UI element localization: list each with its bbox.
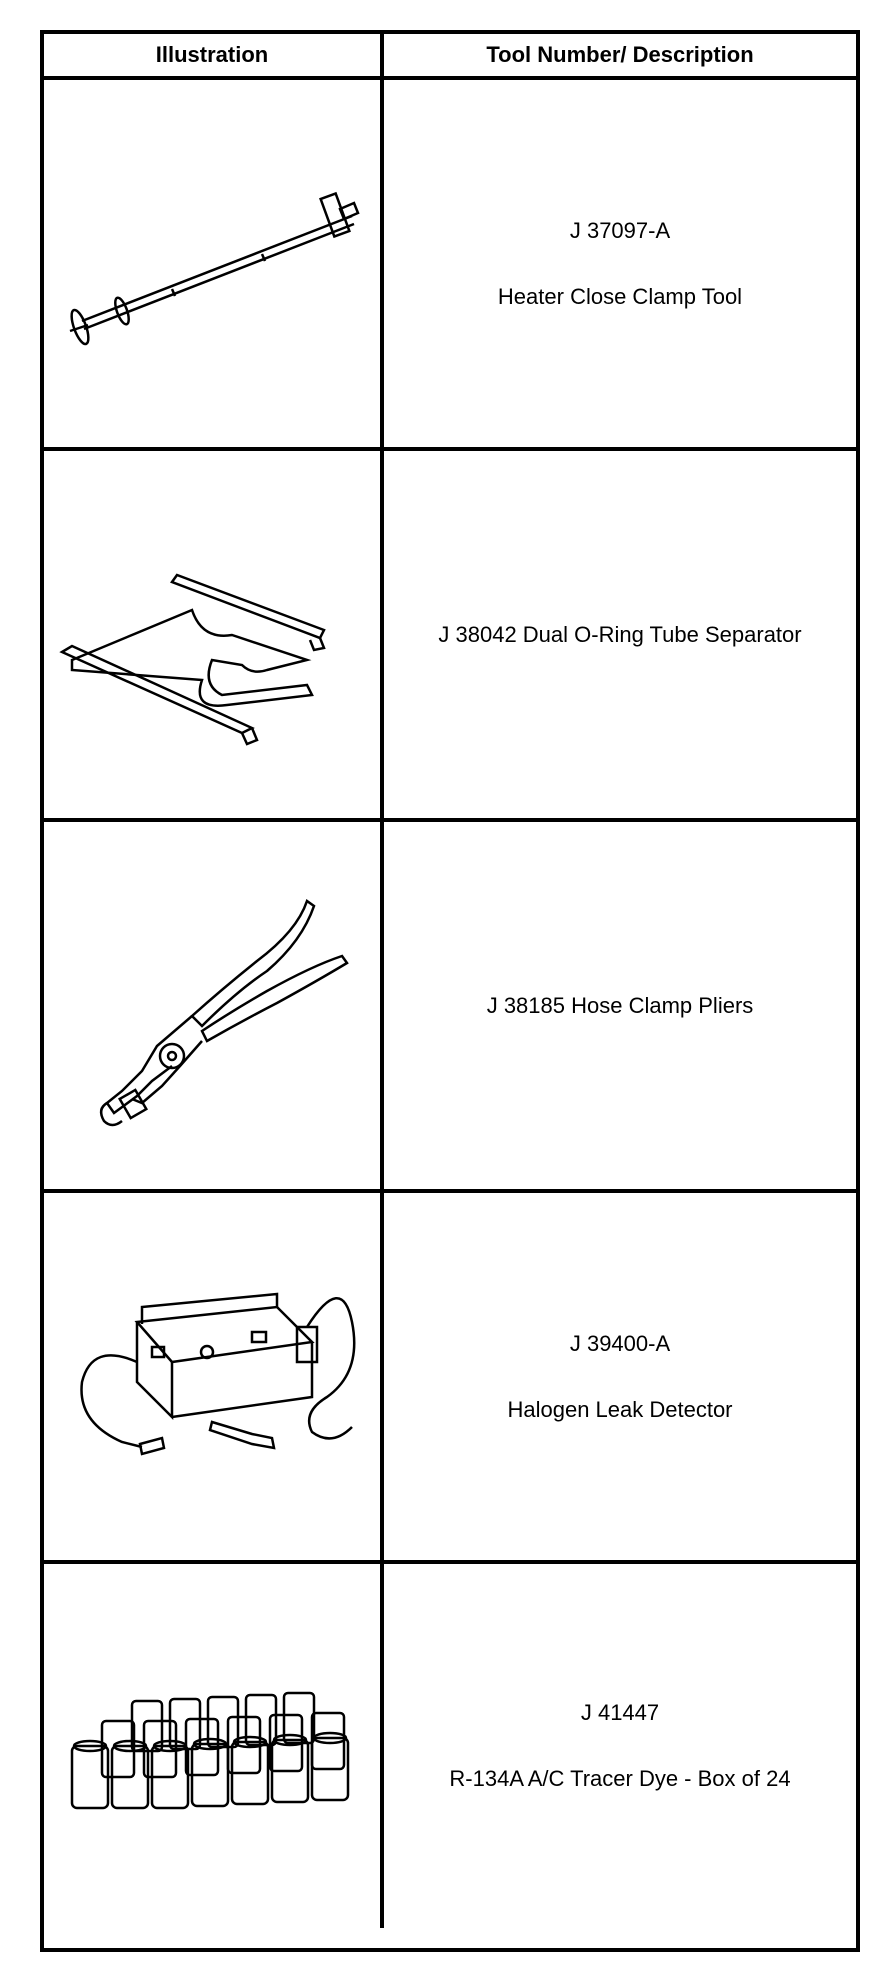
tool-description: Halogen Leak Detector xyxy=(507,1396,733,1422)
leak-detector-icon xyxy=(44,1193,384,1560)
tool-number: J 41447 xyxy=(580,1700,660,1725)
tool-description-cell xyxy=(384,1193,856,1560)
heater-clamp-tool-icon xyxy=(44,80,384,447)
tool-description-cell xyxy=(384,80,856,447)
tube-separator-icon xyxy=(44,451,384,818)
table-row xyxy=(44,1564,856,1928)
tool-description: J 38185 Hose Clamp Pliers xyxy=(486,992,754,1018)
table-row xyxy=(44,451,856,822)
table-row xyxy=(44,822,856,1193)
tool-number: J 39400-A xyxy=(569,1330,671,1356)
tool-description-cell xyxy=(384,1564,856,1928)
header-tool-number: Tool Number/ Description xyxy=(486,42,754,67)
tool-description: Heater Close Clamp Tool xyxy=(497,283,743,309)
table-header xyxy=(44,34,856,80)
tool-description: J 38042 Dual O-Ring Tube Separator xyxy=(438,621,802,647)
tool-description: R-134A A/C Tracer Dye - Box of 24 xyxy=(449,1766,791,1791)
tracer-dye-bottles-icon xyxy=(44,1564,384,1928)
tool-description-cell xyxy=(384,451,856,818)
tool-description-cell xyxy=(384,822,856,1189)
tool-number: J 37097-A xyxy=(569,217,671,243)
hose-clamp-pliers-icon xyxy=(44,822,384,1189)
header-illustration: Illustration xyxy=(44,34,384,76)
table-row xyxy=(44,80,856,451)
tools-table xyxy=(40,30,860,1952)
table-row xyxy=(44,1193,856,1564)
